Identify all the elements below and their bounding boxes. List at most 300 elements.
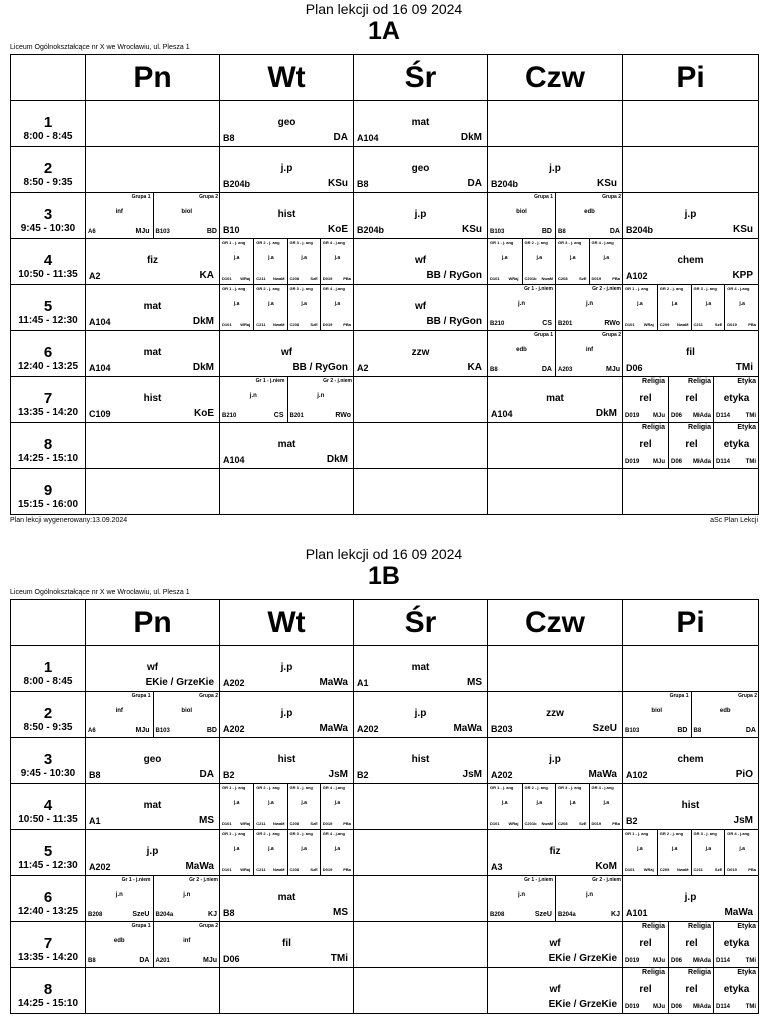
lesson-cell[interactable] — [86, 423, 220, 469]
lesson-cell[interactable] — [488, 239, 623, 285]
subject: j.n — [115, 892, 123, 898]
lesson-cell[interactable] — [86, 922, 220, 968]
teacher: DA — [609, 228, 620, 235]
period-number: 5 — [43, 298, 53, 315]
lesson-cell[interactable] — [623, 469, 759, 515]
room: B8 — [223, 133, 235, 143]
room: C109 — [89, 409, 111, 419]
group-lesson — [668, 377, 714, 422]
group-label: GR 3 - j. ang — [558, 240, 582, 245]
group-label: Grupa 2 — [199, 923, 218, 929]
subject: inf — [115, 209, 123, 215]
period-cell — [11, 377, 86, 423]
lesson — [86, 239, 219, 284]
room: B208 — [88, 912, 103, 918]
lesson-cell[interactable] — [220, 285, 354, 331]
teacher: MłAda — [693, 459, 711, 465]
generated-date: Plan lekcji wygenerowany:13.09.2024 — [10, 517, 128, 524]
lesson-cell[interactable] — [220, 331, 354, 377]
period-time: 15:15 - 16:00 — [17, 499, 79, 510]
lesson — [623, 331, 758, 376]
group-lesson — [555, 239, 590, 284]
lesson — [488, 830, 622, 875]
group-lesson — [220, 239, 253, 284]
lesson-cell[interactable] — [623, 738, 759, 784]
lesson-cell[interactable] — [354, 239, 488, 285]
subject: wf — [280, 347, 293, 358]
group-label: GR 2 - j. ang — [524, 240, 548, 245]
room: C211 — [693, 322, 703, 327]
group-lesson — [287, 239, 321, 284]
subject: j.a — [334, 846, 341, 852]
period-cell — [11, 830, 86, 876]
lesson-cell[interactable] — [488, 922, 623, 968]
lesson-cell[interactable] — [220, 469, 354, 515]
room: B204b — [223, 179, 251, 189]
group-lesson — [488, 193, 555, 238]
subject: j.a — [501, 800, 508, 806]
room: B204a — [155, 912, 174, 918]
teacher: TMi — [745, 459, 756, 465]
teacher: KoM — [595, 861, 617, 872]
lesson — [86, 646, 219, 691]
teacher: PBa — [748, 867, 756, 872]
group-label: Gr 1 - j.niem — [121, 877, 151, 883]
period-cell — [11, 147, 86, 193]
lesson-cell[interactable] — [220, 876, 354, 922]
period-row — [11, 193, 759, 239]
teacher: BB / RyGon — [426, 270, 482, 281]
lesson-cell[interactable] — [354, 285, 488, 331]
room: B8 — [223, 908, 235, 918]
group-lesson — [668, 968, 714, 1013]
group-label: GR 1 - j. ang — [222, 286, 246, 291]
group-label: GR 3 - j. ang — [693, 831, 717, 836]
lesson-cell[interactable] — [354, 830, 488, 876]
day-header-row — [11, 55, 759, 101]
lesson-cell[interactable] — [354, 922, 488, 968]
teacher: DkM — [192, 362, 214, 373]
lesson-cell[interactable] — [623, 876, 759, 922]
lesson-cell[interactable] — [86, 784, 220, 830]
room: C211 — [256, 322, 266, 327]
subject: j.a — [739, 846, 745, 852]
lesson-cell[interactable] — [354, 784, 488, 830]
room: D019 — [322, 867, 333, 872]
period-cell — [11, 285, 86, 331]
lesson-cell[interactable] — [488, 692, 623, 738]
period-row — [11, 830, 759, 876]
teacher: TMi — [735, 362, 753, 373]
lesson-cell[interactable] — [488, 285, 623, 331]
lesson-cell[interactable] — [86, 968, 220, 1014]
group-label: GR 3 - j. ang — [289, 240, 313, 245]
teacher: SzE — [579, 276, 587, 281]
room: B8 — [357, 179, 369, 189]
group-lesson — [287, 285, 321, 330]
subject: rel — [685, 439, 698, 450]
teacher: SzeU — [592, 723, 617, 734]
subject: hist — [411, 754, 430, 765]
lesson — [86, 285, 219, 330]
group-lesson — [320, 784, 354, 829]
lesson-cell[interactable] — [86, 830, 220, 876]
lesson-cell[interactable] — [220, 922, 354, 968]
group-label: GR 1 - j. ang — [490, 785, 514, 790]
lesson-cell[interactable] — [623, 193, 759, 239]
room: D019 — [625, 1004, 640, 1010]
teacher: SzE — [310, 821, 318, 826]
teacher: PBa — [612, 276, 620, 281]
lesson — [220, 692, 353, 737]
lesson-cell[interactable] — [623, 646, 759, 692]
room: B103 — [490, 229, 505, 235]
lesson-cell[interactable] — [354, 738, 488, 784]
lesson-cell[interactable] — [354, 469, 488, 515]
lesson-cell[interactable] — [354, 646, 488, 692]
lesson-cell[interactable] — [220, 738, 354, 784]
teacher: NwaM — [541, 821, 553, 826]
group-label: Gr 2 - j.niem — [592, 877, 621, 883]
subject: j.p — [280, 163, 293, 174]
group-lesson — [488, 331, 555, 376]
group-lesson — [691, 285, 726, 330]
teacher: MJu — [606, 366, 620, 373]
group-lesson — [668, 423, 714, 468]
lesson-cell[interactable] — [354, 692, 488, 738]
period-cell — [11, 922, 86, 968]
subject: mat — [277, 439, 296, 450]
lesson-cell[interactable] — [488, 469, 623, 515]
room: D019 — [727, 867, 737, 872]
lesson-cell[interactable] — [623, 692, 759, 738]
subject: j.a — [671, 846, 678, 852]
lesson-cell[interactable] — [354, 876, 488, 922]
teacher: NwaM — [541, 276, 553, 281]
room: D114 — [716, 459, 731, 465]
subject: j.n — [183, 892, 191, 898]
period-time: 8:50 - 9:35 — [23, 722, 73, 733]
lesson-cell[interactable] — [86, 692, 220, 738]
lesson-cell[interactable] — [354, 968, 488, 1014]
lesson-cell[interactable] — [623, 285, 759, 331]
group-lesson — [86, 876, 153, 921]
group-label: Gr 2 - j.niem — [189, 877, 218, 883]
teacher: MJu — [653, 1004, 665, 1010]
teacher: WRaj — [240, 276, 251, 281]
lesson-cell[interactable] — [488, 876, 623, 922]
group-lesson — [555, 285, 623, 330]
room: A101 — [626, 908, 648, 918]
lesson-cell[interactable] — [86, 101, 220, 147]
lesson-cell[interactable] — [86, 331, 220, 377]
lesson — [623, 239, 758, 284]
subject: j.a — [603, 800, 610, 806]
subject: mat — [143, 347, 162, 358]
lesson-cell[interactable] — [86, 285, 220, 331]
lesson-cell[interactable] — [220, 239, 354, 285]
subject: inf — [585, 347, 594, 353]
room: B201 — [289, 413, 304, 419]
group-lesson — [153, 193, 220, 238]
lesson — [354, 331, 487, 376]
room: A6 — [88, 229, 96, 235]
group-label: Grupa 2 — [199, 194, 218, 200]
lesson-cell[interactable] — [86, 239, 220, 285]
teacher: DA — [745, 727, 756, 734]
lesson-cell[interactable] — [488, 331, 623, 377]
room: C208 — [558, 821, 568, 826]
period-time: 14:25 - 15:10 — [17, 453, 79, 464]
subject: j.a — [301, 301, 307, 307]
lesson-cell[interactable] — [488, 377, 623, 423]
teacher: MaWa — [588, 769, 617, 780]
subject: j.a — [334, 301, 341, 307]
lesson-cell[interactable] — [488, 101, 623, 147]
subject: j.n — [586, 892, 593, 898]
lesson — [354, 646, 487, 691]
room: B201 — [558, 321, 573, 327]
group-label: GR 3 - j. ang — [289, 286, 313, 291]
lesson-cell[interactable] — [623, 377, 759, 423]
teacher: NwaM — [676, 867, 689, 872]
class-name: 1B — [368, 562, 400, 590]
lesson-cell[interactable] — [623, 101, 759, 147]
lesson-cell[interactable] — [488, 193, 623, 239]
room: D101 — [222, 322, 232, 327]
period-row — [11, 469, 759, 515]
teacher: MS — [199, 815, 214, 826]
teacher: MS — [467, 677, 482, 688]
lesson-cell[interactable] — [623, 922, 759, 968]
subject: j.p — [549, 754, 561, 765]
day-header-3: Śr — [354, 55, 488, 101]
period-number: 4 — [43, 252, 53, 269]
lesson-cell[interactable] — [623, 239, 759, 285]
teacher: MJu — [135, 727, 150, 734]
lesson-cell[interactable] — [220, 423, 354, 469]
subject: edb — [113, 938, 125, 944]
group-lesson — [691, 830, 726, 875]
room: C209 — [659, 867, 670, 872]
teacher: WRaj — [240, 322, 251, 327]
lesson — [220, 423, 353, 468]
period-time: 14:25 - 15:10 — [17, 998, 79, 1009]
lesson-cell[interactable] — [220, 147, 354, 193]
subject: biol — [181, 708, 193, 714]
room: A201 — [155, 958, 170, 964]
lesson-cell[interactable] — [220, 101, 354, 147]
lesson-cell[interactable] — [86, 469, 220, 515]
subject: j.a — [536, 255, 543, 261]
lesson-cell[interactable] — [354, 331, 488, 377]
room: A202 — [89, 862, 111, 872]
subject: etyka — [723, 984, 750, 995]
teacher: MJu — [135, 228, 150, 235]
plan-title: Plan lekcji od 16 09 2024 — [305, 546, 463, 562]
group-label: Religia — [688, 969, 711, 976]
room: A203 — [558, 367, 573, 373]
subject: fil — [686, 347, 695, 358]
subject: fiz — [146, 255, 159, 266]
group-lesson — [623, 377, 668, 422]
room: A104 — [491, 409, 513, 419]
lesson — [220, 147, 353, 192]
lesson-cell[interactable] — [220, 377, 354, 423]
period-cell — [11, 876, 86, 922]
lesson-cell[interactable] — [623, 423, 759, 469]
teacher: JsM — [328, 769, 348, 780]
group-label: Grupa 2 — [199, 693, 218, 699]
lesson-cell[interactable] — [488, 147, 623, 193]
room: D019 — [322, 821, 333, 826]
room: B2 — [626, 816, 638, 826]
lesson-cell[interactable] — [220, 193, 354, 239]
lesson-cell[interactable] — [623, 830, 759, 876]
teacher: DA — [139, 957, 150, 964]
lesson-cell[interactable] — [354, 101, 488, 147]
lesson-cell[interactable] — [623, 968, 759, 1014]
lesson-cell[interactable] — [86, 377, 220, 423]
lesson-cell[interactable] — [220, 692, 354, 738]
period-cell — [11, 784, 86, 830]
period-time: 8:50 - 9:35 — [23, 177, 73, 188]
group-label: Etyka — [737, 424, 756, 431]
group-lesson — [320, 285, 354, 330]
teacher: NwaM — [272, 276, 285, 281]
group-lesson — [623, 830, 657, 875]
lesson-cell[interactable] — [354, 193, 488, 239]
subject: biol — [516, 209, 527, 215]
lesson-cell[interactable] — [488, 423, 623, 469]
room: A104 — [223, 455, 245, 465]
period-row — [11, 738, 759, 784]
teacher: NwaM — [272, 322, 285, 327]
group-label: Grupa 1 — [669, 693, 689, 699]
group-label: Grupa 1 — [131, 923, 151, 929]
subject: j.a — [536, 800, 543, 806]
subject: j.a — [637, 301, 643, 307]
group-label: GR 3 - j. ang — [289, 831, 313, 836]
group-label: GR 4 - j.ang — [322, 240, 345, 245]
group-label: GR 4 - j.ang — [322, 831, 345, 836]
lesson — [354, 692, 487, 737]
lesson-cell[interactable] — [623, 331, 759, 377]
period-number: 7 — [43, 935, 53, 952]
teacher: CS — [542, 320, 552, 327]
teacher: RWo — [604, 320, 620, 327]
teacher: WRaj — [508, 821, 519, 826]
period-time: 9:45 - 10:30 — [20, 768, 76, 779]
lesson-cell[interactable] — [86, 738, 220, 784]
teacher: MaWa — [185, 861, 214, 872]
lesson — [354, 239, 487, 284]
room: B210 — [222, 413, 237, 419]
room: D019 — [322, 276, 333, 281]
period-row — [11, 285, 759, 331]
lesson-cell[interactable] — [623, 784, 759, 830]
subject: j.a — [705, 846, 712, 852]
room: B204b — [626, 225, 654, 235]
period-row — [11, 646, 759, 692]
lesson-cell[interactable] — [220, 646, 354, 692]
room: A104 — [357, 133, 379, 143]
lesson — [220, 738, 353, 783]
lesson-cell[interactable] — [488, 784, 623, 830]
group-label: Grupa 1 — [534, 194, 553, 200]
lesson-cell[interactable] — [354, 423, 488, 469]
room: B210 — [490, 321, 505, 327]
lesson-cell[interactable] — [220, 784, 354, 830]
period-time: 8:00 - 8:45 — [23, 131, 73, 142]
lesson-cell[interactable] — [220, 968, 354, 1014]
group-lesson — [488, 784, 522, 829]
group-label: Etyka — [737, 969, 756, 976]
teacher: KSu — [328, 178, 348, 189]
lesson-cell[interactable] — [220, 830, 354, 876]
group-label: GR 1 - j. ang — [625, 831, 649, 836]
room: D101 — [222, 276, 232, 281]
teacher: KA — [199, 270, 214, 281]
room: D114 — [716, 958, 731, 964]
subject: edb — [719, 708, 731, 714]
subject: j.p — [684, 209, 697, 220]
period-time: 12:40 - 13:25 — [17, 906, 79, 917]
lesson-cell[interactable] — [86, 147, 220, 193]
period-number: 1 — [43, 659, 53, 676]
group-label: GR 4 - j.ang — [591, 240, 614, 245]
period-row — [11, 101, 759, 147]
teacher: MaWa — [453, 723, 482, 734]
period-cell — [11, 469, 86, 515]
lesson-cell[interactable] — [488, 738, 623, 784]
room: D114 — [716, 413, 731, 419]
lesson — [623, 784, 758, 829]
lesson-cell[interactable] — [488, 646, 623, 692]
lesson-cell[interactable] — [488, 968, 623, 1014]
subject: zzw — [546, 708, 564, 719]
subject: j.a — [569, 800, 576, 806]
group-label: Gr 1 - j.niem — [524, 877, 553, 883]
subject: etyka — [723, 439, 750, 450]
teacher: CS — [273, 412, 284, 419]
lesson-cell[interactable] — [354, 377, 488, 423]
lesson — [488, 968, 622, 1013]
teacher: MS — [333, 907, 348, 918]
lesson-cell[interactable] — [623, 147, 759, 193]
room: D101 — [625, 867, 635, 872]
lesson-cell[interactable] — [86, 646, 220, 692]
lesson-cell[interactable] — [488, 830, 623, 876]
lesson — [220, 876, 353, 921]
group-label: Etyka — [737, 378, 756, 385]
period-time: 13:35 - 14:20 — [17, 952, 79, 963]
teacher: MJu — [653, 958, 665, 964]
teacher: SzE — [579, 821, 587, 826]
group-label: Grupa 2 — [602, 332, 621, 338]
lesson-cell[interactable] — [86, 193, 220, 239]
lesson-cell[interactable] — [86, 876, 220, 922]
room: C208 — [289, 821, 300, 826]
teacher: DA — [541, 366, 552, 373]
lesson-cell[interactable] — [354, 147, 488, 193]
teacher: WRaj — [643, 322, 654, 327]
subject: inf — [115, 708, 123, 714]
group-lesson — [623, 692, 691, 737]
group-label: GR 4 - j.ang — [322, 785, 345, 790]
teacher: MłAda — [693, 958, 711, 964]
group-label: GR 4 - j.ang — [727, 831, 750, 836]
